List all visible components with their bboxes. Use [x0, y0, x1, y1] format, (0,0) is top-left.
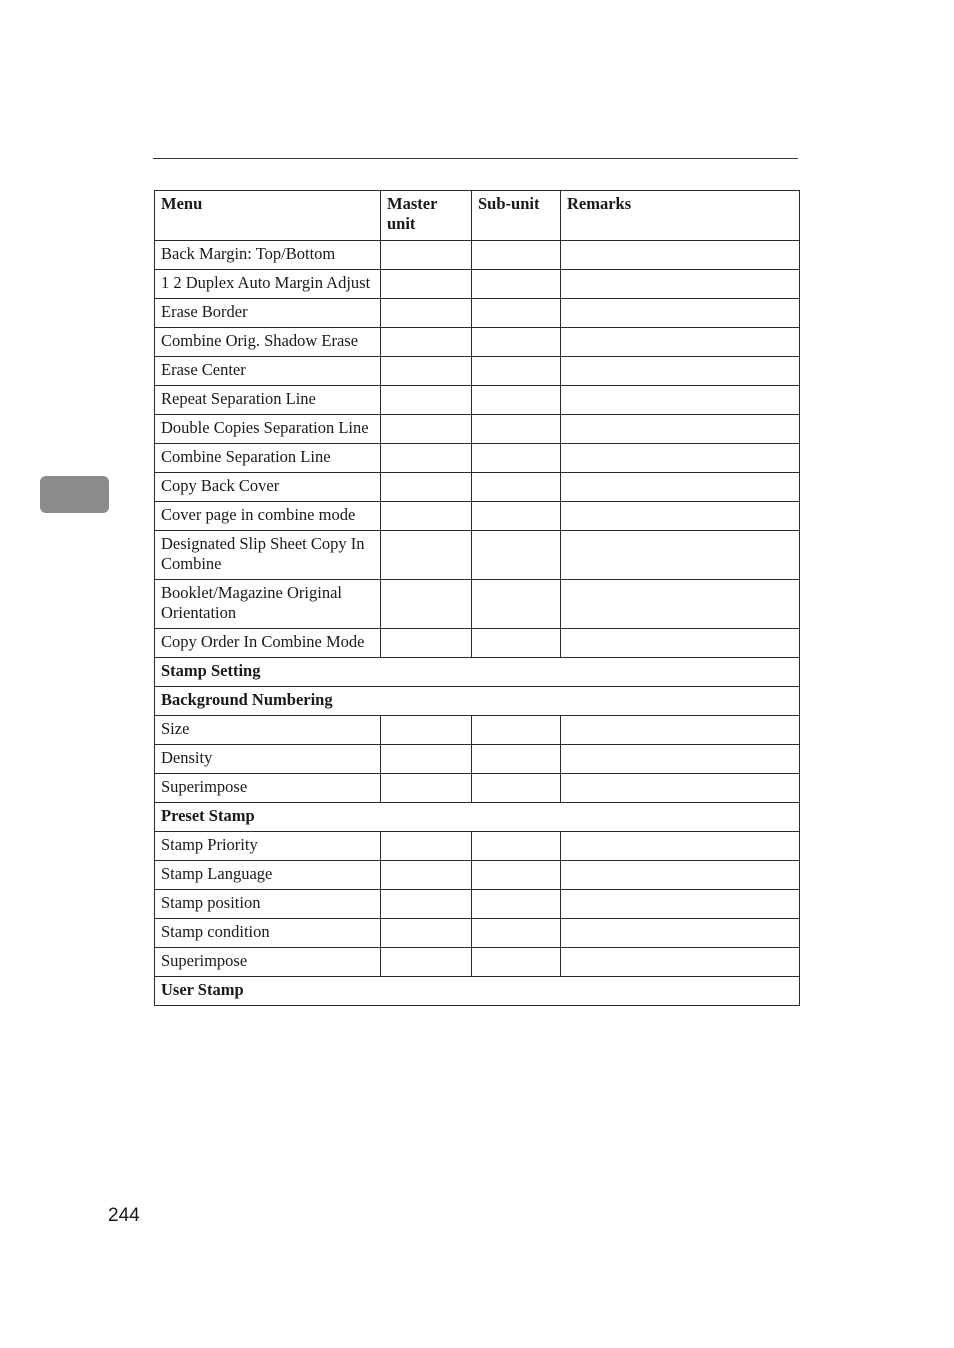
table-row [155, 716, 800, 745]
cell-remarks [561, 580, 800, 629]
cell-master-unit [381, 386, 472, 415]
cell-remarks [561, 832, 800, 861]
cell-master-unit [381, 502, 472, 531]
cell-remarks [561, 328, 800, 357]
cell-master-unit [381, 299, 472, 328]
cell-sub-unit [472, 444, 561, 473]
cell-sub-unit [472, 328, 561, 357]
cell-remarks [561, 241, 800, 270]
table-row [155, 774, 800, 803]
table-row [155, 531, 800, 580]
cell-remarks [561, 948, 800, 977]
cell-menu: Stamp Priority [155, 832, 381, 861]
cell-menu: Superimpose [155, 774, 381, 803]
cell-sub-unit [472, 415, 561, 444]
table-row [155, 415, 800, 444]
header-sub-unit: Sub-unit [472, 191, 561, 241]
cell-master-unit [381, 270, 472, 299]
table-row [155, 241, 800, 270]
cell-sub-unit [472, 745, 561, 774]
table-row [155, 919, 800, 948]
cell-menu: Booklet/Magazine Original Orientation [155, 580, 381, 629]
cell-sub-unit [472, 241, 561, 270]
cell-menu: Erase Border [155, 299, 381, 328]
table-row [155, 502, 800, 531]
section-title: Background Numbering [155, 687, 800, 716]
cell-master-unit [381, 832, 472, 861]
cell-master-unit [381, 328, 472, 357]
cell-sub-unit [472, 629, 561, 658]
table-row [155, 328, 800, 357]
cell-sub-unit [472, 890, 561, 919]
cell-master-unit [381, 890, 472, 919]
cell-menu: Density [155, 745, 381, 774]
cell-sub-unit [472, 832, 561, 861]
table-row [155, 473, 800, 502]
cell-remarks [561, 890, 800, 919]
cell-sub-unit [472, 531, 561, 580]
table-section-row [155, 658, 800, 687]
table-row [155, 890, 800, 919]
cell-remarks [561, 629, 800, 658]
table-header-row [155, 191, 800, 241]
cell-menu: Erase Center [155, 357, 381, 386]
cell-menu: Double Copies Separation Line [155, 415, 381, 444]
cell-sub-unit [472, 861, 561, 890]
cell-master-unit [381, 629, 472, 658]
cell-remarks [561, 502, 800, 531]
table-row [155, 386, 800, 415]
cell-master-unit [381, 716, 472, 745]
cell-sub-unit [472, 716, 561, 745]
settings-table [154, 190, 800, 1006]
header-remarks: Remarks [561, 191, 800, 241]
cell-sub-unit [472, 580, 561, 629]
cell-master-unit [381, 580, 472, 629]
table-row [155, 832, 800, 861]
table-row [155, 629, 800, 658]
table-body [155, 241, 800, 1006]
cell-master-unit [381, 531, 472, 580]
cell-menu: Back Margin: Top/Bottom [155, 241, 381, 270]
cell-sub-unit [472, 919, 561, 948]
cell-menu: Stamp position [155, 890, 381, 919]
cell-sub-unit [472, 357, 561, 386]
cell-master-unit [381, 861, 472, 890]
table-row [155, 444, 800, 473]
header-rule [153, 158, 798, 159]
cell-remarks [561, 270, 800, 299]
table-section-row [155, 687, 800, 716]
cell-sub-unit [472, 386, 561, 415]
cell-master-unit [381, 919, 472, 948]
cell-remarks [561, 299, 800, 328]
table-row [155, 948, 800, 977]
cell-master-unit [381, 241, 472, 270]
cell-master-unit [381, 774, 472, 803]
cell-sub-unit [472, 270, 561, 299]
cell-menu: Repeat Separation Line [155, 386, 381, 415]
cell-menu: Copy Back Cover [155, 473, 381, 502]
cell-sub-unit [472, 473, 561, 502]
section-title: Preset Stamp [155, 803, 800, 832]
section-title: Stamp Setting [155, 658, 800, 687]
cell-menu: Copy Order In Combine Mode [155, 629, 381, 658]
cell-remarks [561, 357, 800, 386]
table-row [155, 357, 800, 386]
cell-remarks [561, 473, 800, 502]
section-title: User Stamp [155, 977, 800, 1006]
table-row [155, 861, 800, 890]
cell-menu: Stamp Language [155, 861, 381, 890]
cell-remarks [561, 531, 800, 580]
cell-master-unit [381, 444, 472, 473]
cell-remarks [561, 386, 800, 415]
cell-menu: Designated Slip Sheet Copy In Combine [155, 531, 381, 580]
cell-sub-unit [472, 299, 561, 328]
cell-sub-unit [472, 502, 561, 531]
table-row [155, 299, 800, 328]
cell-menu: 1 2 Duplex Auto Margin Adjust [155, 270, 381, 299]
cell-menu: Superimpose [155, 948, 381, 977]
table-row [155, 580, 800, 629]
cell-sub-unit [472, 948, 561, 977]
cell-remarks [561, 774, 800, 803]
cell-master-unit [381, 745, 472, 774]
cell-remarks [561, 444, 800, 473]
cell-master-unit [381, 948, 472, 977]
cell-remarks [561, 861, 800, 890]
chapter-tab-marker [40, 476, 109, 513]
cell-remarks [561, 716, 800, 745]
cell-menu: Size [155, 716, 381, 745]
table-section-row [155, 803, 800, 832]
cell-menu: Cover page in combine mode [155, 502, 381, 531]
cell-menu: Combine Orig. Shadow Erase [155, 328, 381, 357]
page-number: 244 [108, 1205, 140, 1226]
cell-sub-unit [472, 774, 561, 803]
cell-master-unit [381, 357, 472, 386]
cell-remarks [561, 745, 800, 774]
table-row [155, 270, 800, 299]
cell-menu: Combine Separation Line [155, 444, 381, 473]
cell-remarks [561, 415, 800, 444]
table-row [155, 745, 800, 774]
cell-master-unit [381, 473, 472, 502]
cell-menu: Stamp condition [155, 919, 381, 948]
cell-remarks [561, 919, 800, 948]
cell-master-unit [381, 415, 472, 444]
table-section-row [155, 977, 800, 1006]
header-master-unit: Master unit [381, 191, 472, 241]
header-menu: Menu [155, 191, 381, 241]
